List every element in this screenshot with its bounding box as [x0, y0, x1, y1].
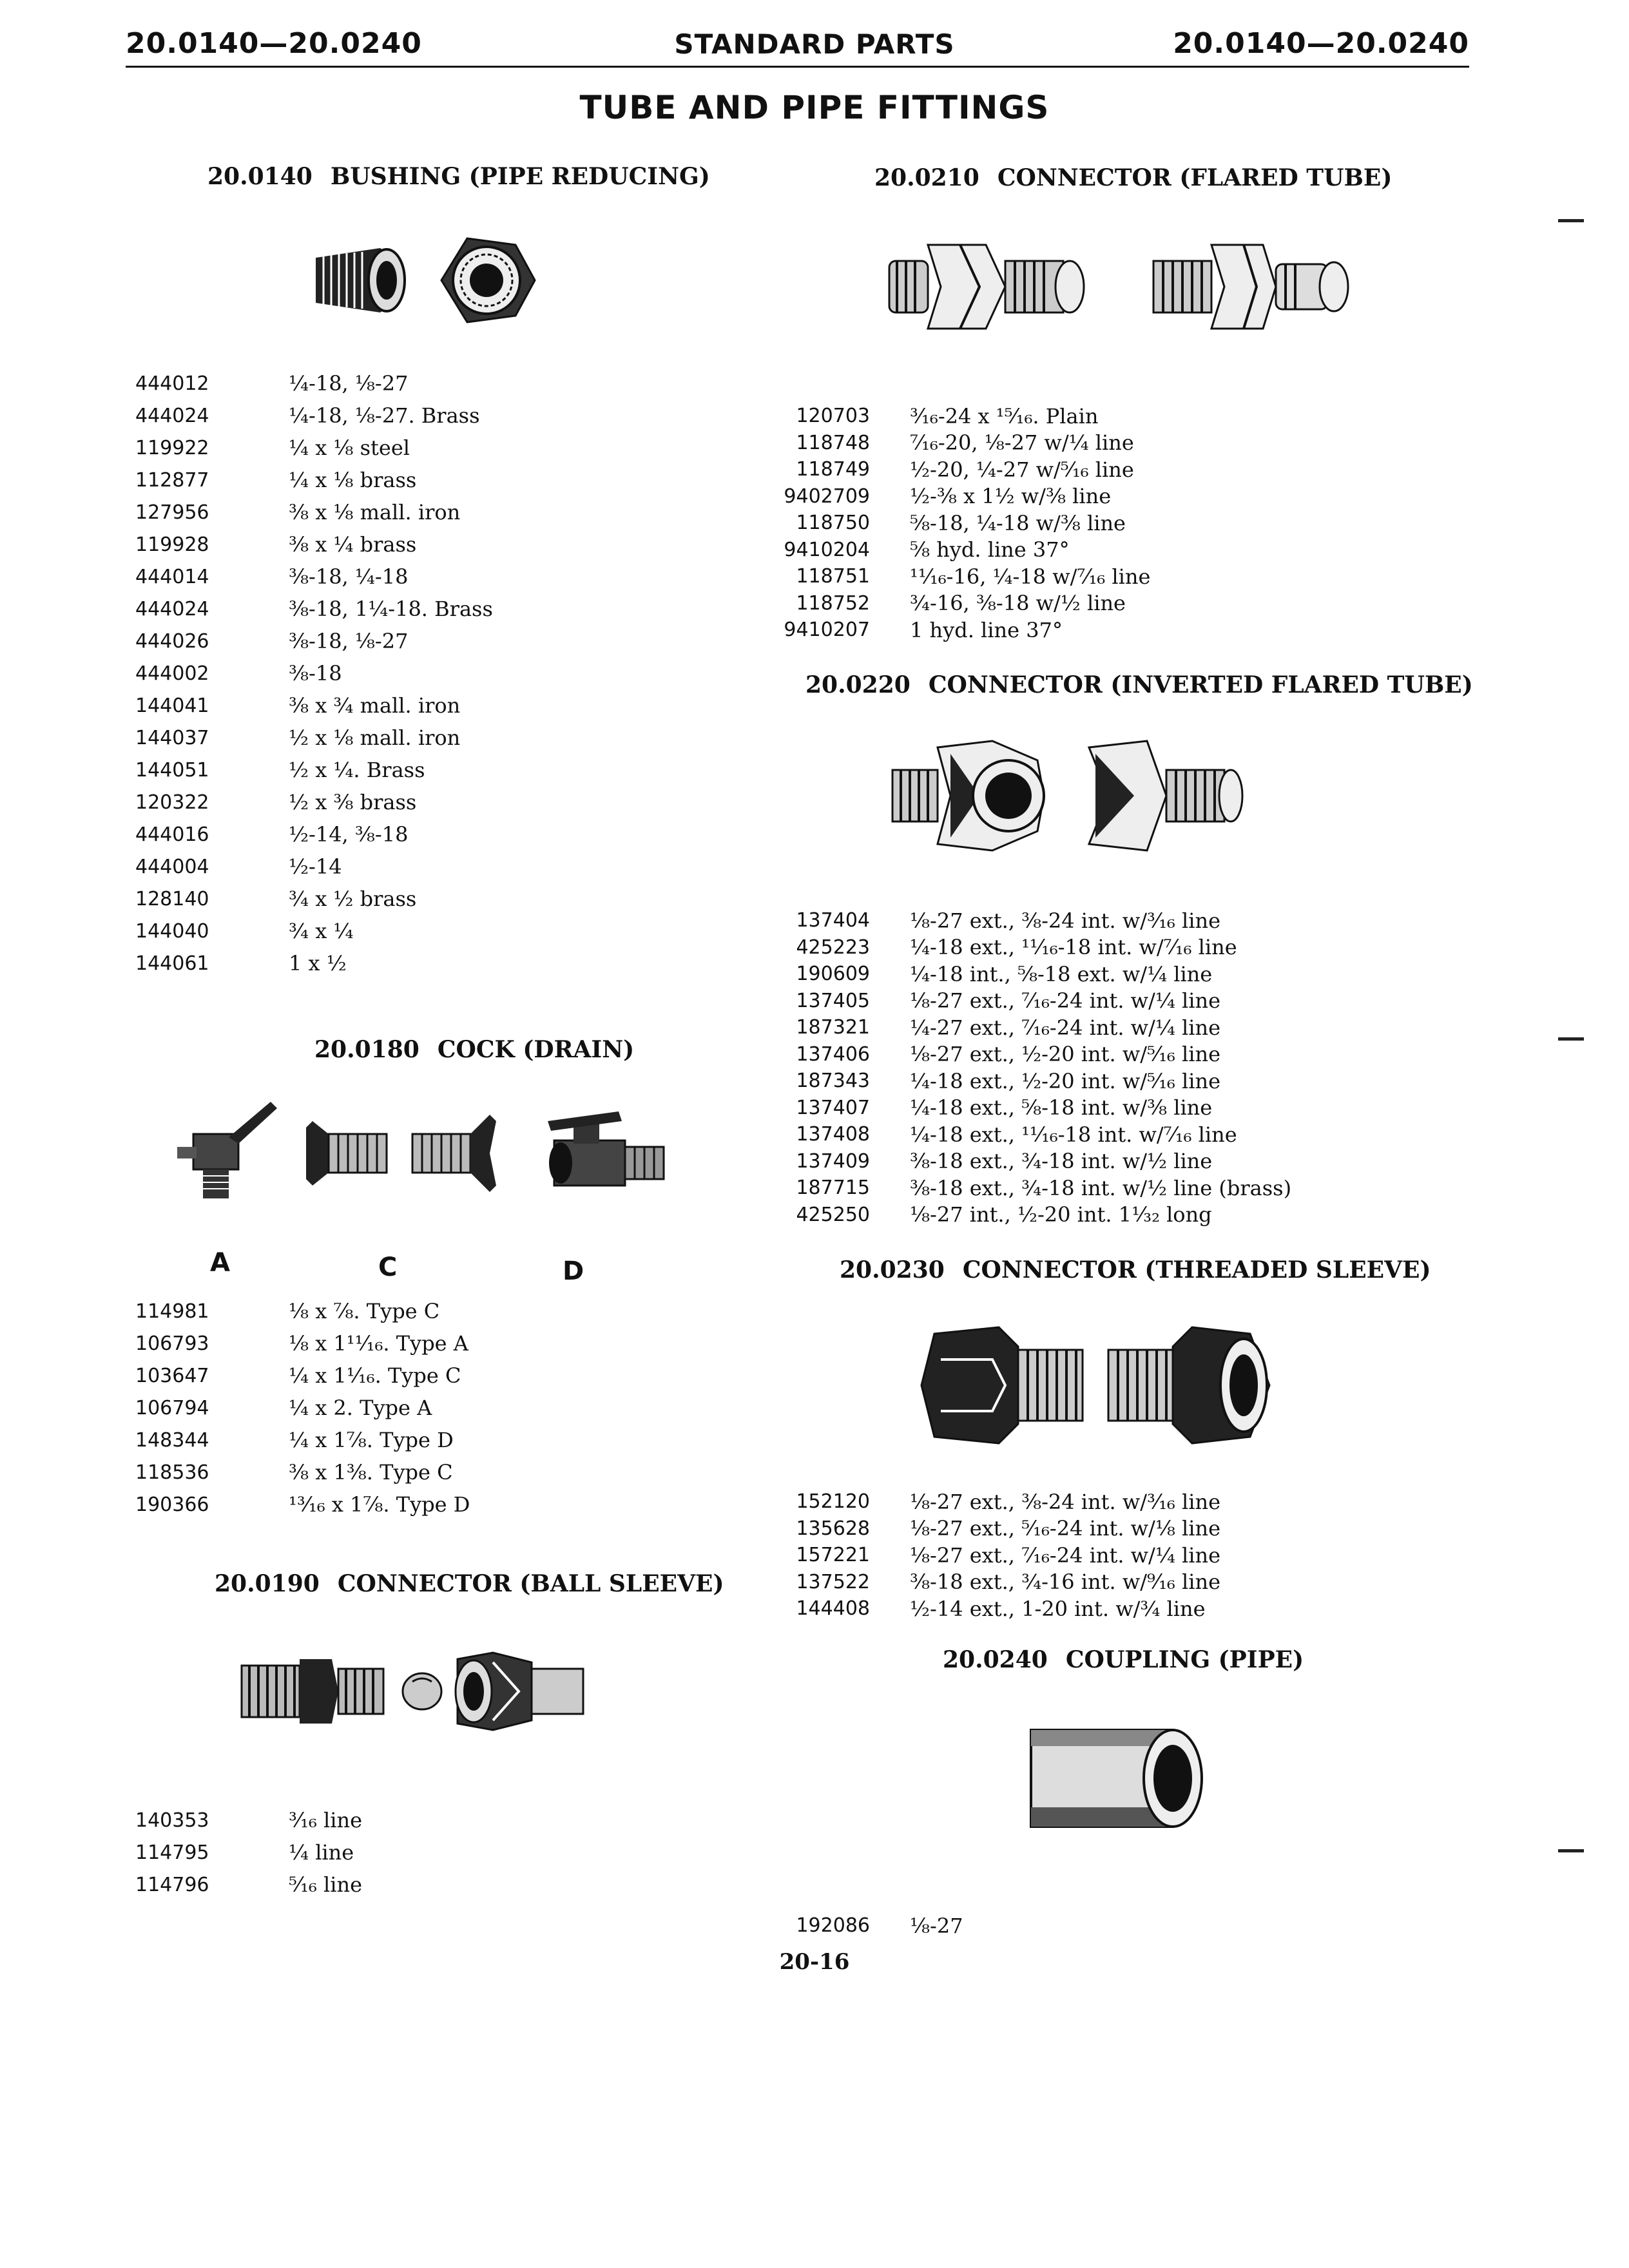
section-title-bushing — [207, 163, 710, 190]
part-number: 137407 — [796, 1096, 870, 1119]
part-description: ½-14 — [289, 854, 342, 879]
section-number: 20.0240 — [943, 1646, 1048, 1673]
part-number: 144041 — [135, 694, 209, 717]
part-number: 137409 — [796, 1149, 870, 1173]
part-description: ¾ x ¼ — [289, 919, 354, 943]
part-description: ⅜-18, 1¼-18. Brass — [289, 597, 493, 621]
part-description: ½ x ⅜ brass — [289, 790, 417, 814]
part-number: 144040 — [135, 919, 209, 943]
part-number: 114981 — [135, 1300, 209, 1323]
part-number: 444012 — [135, 372, 209, 395]
part-description: ⅜ x ¾ mall. iron — [289, 693, 461, 718]
part-description: ¼-18 int., ⅝-18 ext. w/¼ line — [910, 961, 1213, 986]
part-description: ¾-16, ⅜-18 w/½ line — [910, 591, 1126, 616]
section-name: BUSHING (PIPE REDUCING) — [330, 163, 710, 190]
part-description: ⅜-18 ext., ¾-16 int. w/⁹⁄₁₆ line — [910, 1570, 1221, 1595]
part-number: 114795 — [135, 1841, 209, 1864]
part-number: 118750 — [796, 512, 870, 535]
part-number: 137522 — [796, 1570, 870, 1593]
part-description: ⅜ x ¼ brass — [289, 532, 417, 557]
ball-sleeve-parts-list — [135, 1804, 362, 1901]
part-description: ¼ x 2. Type A — [289, 1396, 432, 1420]
part-number: 120703 — [796, 405, 870, 428]
table-row — [135, 528, 493, 561]
table-row — [773, 1595, 1220, 1622]
part-description: ⅜-18, ¼-18 — [289, 564, 409, 589]
section-title-flared — [874, 164, 1392, 191]
section-title-inverted — [805, 671, 1473, 698]
table-row — [773, 1041, 1291, 1068]
part-number: 118752 — [796, 591, 870, 615]
part-description: ¼-18, ⅛-27. Brass — [289, 403, 480, 428]
part-number: 106793 — [135, 1332, 209, 1355]
table-row — [773, 617, 1150, 644]
table-row — [773, 510, 1150, 537]
table-row — [773, 1148, 1291, 1175]
part-number: 114796 — [135, 1873, 209, 1896]
part-number: 157221 — [796, 1544, 870, 1567]
part-description: ¼-27 ext., ⁷⁄₁₆-24 int. w/¼ line — [910, 1015, 1221, 1040]
table-row — [135, 1424, 470, 1456]
margin-mark — [1558, 1849, 1584, 1852]
header-range-left: 20.0140—20.0240 — [126, 27, 422, 60]
table-row — [773, 456, 1150, 483]
part-number: 118748 — [796, 431, 870, 454]
part-description: ⅛-27 ext., ⅜-24 int. w/³⁄₁₆ line — [910, 1489, 1221, 1514]
table-row — [773, 430, 1150, 457]
table-row — [773, 961, 1291, 988]
part-description: ⅝ hyd. line 37° — [910, 537, 1070, 562]
part-description: ⅝-18, ¼-18 w/⅜ line — [910, 510, 1126, 535]
part-description: ¼-18 ext., ¹¹⁄₁₆-18 int. w/⁷⁄₁₆ line — [910, 1122, 1237, 1147]
margin-mark — [1558, 1037, 1584, 1041]
section-title-ball-sleeve — [215, 1570, 724, 1597]
page-number: 20-16 — [779, 1949, 850, 1975]
part-description: ⁵⁄₁₆ line — [289, 1872, 363, 1897]
part-description: ⅛-27 ext., ⁷⁄₁₆-24 int. w/¼ line — [910, 988, 1221, 1014]
part-description: ½-14 ext., 1-20 int. w/¾ line — [910, 1596, 1206, 1621]
part-number: 118536 — [135, 1461, 209, 1484]
table-row — [773, 1095, 1291, 1122]
table-row — [135, 367, 493, 399]
table-row — [773, 483, 1150, 510]
part-number: 120322 — [135, 791, 209, 814]
part-number: 144061 — [135, 952, 209, 975]
part-number: 119928 — [135, 533, 209, 556]
part-number: 152120 — [796, 1490, 870, 1514]
part-number: 112877 — [135, 468, 209, 492]
cock-parts-list — [135, 1295, 470, 1521]
part-number: 128140 — [135, 887, 209, 910]
table-row — [773, 1121, 1291, 1148]
table-row — [135, 561, 493, 593]
drain-cock-illustration — [174, 1095, 689, 1211]
part-number: 144037 — [135, 726, 209, 749]
part-description: ¼-18, ⅛-27 — [289, 371, 409, 396]
section-number: 20.0190 — [215, 1570, 320, 1597]
table-row — [135, 786, 493, 818]
header-rule — [126, 66, 1469, 68]
part-description: ⅜-18, ⅛-27 — [289, 629, 409, 653]
flared-tube-illustration — [883, 232, 1373, 341]
part-number: 119922 — [135, 436, 209, 459]
part-description: ³⁄₁₆-24 x ¹⁵⁄₁₆. Plain — [910, 403, 1099, 428]
part-number: 190609 — [796, 963, 870, 986]
section-number: 20.0210 — [874, 164, 979, 191]
table-row — [773, 1068, 1291, 1095]
table-row — [135, 1295, 470, 1327]
part-description: ½ x ⅛ mall. iron — [289, 726, 461, 750]
table-row — [773, 988, 1291, 1015]
part-number: 137404 — [796, 909, 870, 932]
part-number: 9410204 — [784, 538, 870, 561]
section-number: 20.0180 — [314, 1036, 419, 1063]
part-number: 9410207 — [784, 619, 870, 642]
table-row — [135, 883, 493, 915]
table-row — [135, 1836, 362, 1869]
part-number: 148344 — [135, 1428, 209, 1452]
table-row — [135, 722, 493, 754]
table-row — [135, 399, 493, 432]
part-description: ¼ x ⅛ brass — [289, 468, 417, 492]
flared-parts-list — [773, 403, 1150, 644]
table-row — [135, 947, 493, 979]
table-row — [135, 625, 493, 657]
part-number: 140353 — [135, 1809, 209, 1832]
section-title-cock — [314, 1036, 634, 1063]
inverted-flared-illustration — [889, 735, 1250, 857]
part-number: 187343 — [796, 1070, 870, 1093]
part-number: 425250 — [796, 1203, 870, 1226]
part-number: 137408 — [796, 1123, 870, 1146]
table-row — [135, 915, 493, 947]
table-row — [773, 1014, 1291, 1041]
section-number: 20.0140 — [207, 163, 313, 190]
table-row — [773, 934, 1291, 961]
part-number: 444026 — [135, 629, 209, 653]
section-name: CONNECTOR (THREADED SLEEVE) — [962, 1256, 1431, 1283]
table-row — [773, 403, 1150, 430]
section-number: 20.0220 — [805, 671, 911, 698]
part-description: 1 hyd. line 37° — [910, 617, 1063, 642]
part-description: ¼ x 1⅞. Type D — [289, 1428, 454, 1452]
part-description: ¹³⁄₁₆ x 1⅞. Type D — [289, 1492, 470, 1517]
type-label-d: D — [563, 1256, 584, 1286]
part-number: 9402709 — [784, 485, 870, 508]
part-number: 444016 — [135, 823, 209, 846]
part-number: 444024 — [135, 597, 209, 620]
inverted-parts-list — [773, 907, 1291, 1228]
part-description: ¾ x ½ brass — [289, 887, 417, 911]
part-number: 106794 — [135, 1396, 209, 1419]
threaded-sleeve-illustration — [915, 1321, 1282, 1450]
part-number: 425223 — [796, 936, 870, 959]
part-description: ⅛-27 int., ½-20 int. 1¹⁄₃₂ long — [910, 1202, 1212, 1227]
part-description: ⅛ x ⅞. Type C — [289, 1299, 440, 1323]
part-number: 444002 — [135, 662, 209, 685]
bushing-illustration — [303, 232, 548, 329]
table-row — [773, 1175, 1291, 1202]
part-number: 135628 — [796, 1517, 870, 1540]
part-description: ⅛-27 — [910, 1913, 963, 1938]
table-row — [135, 850, 493, 883]
part-description: ⅜ x ⅛ mall. iron — [289, 500, 461, 524]
part-description: ³⁄₁₆ line — [289, 1808, 363, 1832]
coupling-parts-list — [773, 1912, 963, 1939]
part-description: 1 x ½ — [289, 951, 347, 975]
table-row — [773, 907, 1291, 934]
part-description: ⅛-27 ext., ½-20 int. w/⁵⁄₁₆ line — [910, 1042, 1221, 1067]
page-title: TUBE AND PIPE FITTINGS — [579, 89, 1050, 126]
part-number: 144408 — [796, 1597, 870, 1620]
coupling-illustration — [1025, 1720, 1211, 1836]
section-title-coupling — [943, 1646, 1304, 1673]
section-name: COCK (DRAIN) — [437, 1036, 635, 1063]
part-number: 192086 — [796, 1914, 870, 1937]
table-row — [135, 1869, 362, 1901]
part-number: 137405 — [796, 989, 870, 1012]
table-row — [135, 1456, 470, 1488]
part-number: 444024 — [135, 404, 209, 427]
part-number: 187715 — [796, 1177, 870, 1200]
section-number: 20.0230 — [840, 1256, 945, 1283]
table-row — [135, 1327, 470, 1360]
part-description: ½ x ¼. Brass — [289, 758, 425, 782]
bushing-parts-list — [135, 367, 493, 979]
part-description: ⅛-27 ext., ⁷⁄₁₆-24 int. w/¼ line — [910, 1542, 1221, 1568]
section-name: CONNECTOR (FLARED TUBE) — [997, 164, 1393, 191]
part-description: ¹¹⁄₁₆-16, ¼-18 w/⁷⁄₁₆ line — [910, 564, 1151, 589]
table-row — [773, 1202, 1291, 1229]
part-description: ¼-18 ext., ¹¹⁄₁₆-18 int. w/⁷⁄₁₆ line — [910, 935, 1237, 960]
table-row — [135, 818, 493, 850]
table-row — [773, 1515, 1220, 1542]
part-description: ½-20, ¼-27 w/⁵⁄₁₆ line — [910, 457, 1134, 482]
table-row — [773, 1542, 1220, 1569]
part-description: ⅜-18 ext., ¾-18 int. w/½ line — [910, 1149, 1213, 1174]
part-description: ⁷⁄₁₆-20, ⅛-27 w/¼ line — [910, 430, 1134, 456]
type-label-c: C — [378, 1253, 398, 1282]
table-row — [135, 1488, 470, 1521]
part-description: ½-14, ⅜-18 — [289, 822, 409, 847]
table-row — [135, 496, 493, 528]
section-title-threaded — [840, 1256, 1431, 1283]
part-description: ¼ x ⅛ steel — [289, 436, 410, 460]
part-description: ¼ x 1¹⁄₁₆. Type C — [289, 1363, 461, 1388]
table-row — [135, 593, 493, 625]
part-description: ⅜-18 ext., ¾-18 int. w/½ line (brass) — [910, 1175, 1292, 1200]
table-row — [135, 754, 493, 786]
table-row — [135, 657, 493, 689]
table-row — [773, 590, 1150, 617]
part-number: 103647 — [135, 1364, 209, 1387]
part-description: ¼-18 ext., ½-20 int. w/⁵⁄₁₆ line — [910, 1068, 1221, 1093]
table-row — [773, 537, 1150, 564]
section-name: CONNECTOR (BALL SLEEVE) — [337, 1570, 724, 1597]
table-row — [135, 1804, 362, 1836]
part-number: 187321 — [796, 1016, 870, 1039]
margin-mark — [1558, 219, 1584, 222]
part-description: ¼ line — [289, 1840, 354, 1865]
table-row — [773, 1569, 1220, 1596]
section-name: COUPLING (PIPE) — [1065, 1646, 1304, 1673]
type-label-a: A — [210, 1248, 230, 1278]
part-number: 444004 — [135, 855, 209, 878]
header-title: STANDARD PARTS — [674, 28, 955, 60]
table-row — [135, 432, 493, 464]
part-number: 127956 — [135, 501, 209, 524]
part-number: 444014 — [135, 565, 209, 588]
part-number: 118751 — [796, 565, 870, 588]
threaded-parts-list — [773, 1488, 1220, 1622]
part-description: ⅛ x 1¹¹⁄₁₆. Type A — [289, 1331, 468, 1356]
table-row — [135, 1360, 470, 1392]
part-number: 118749 — [796, 458, 870, 481]
table-row — [773, 1912, 963, 1939]
part-description: ⅜-18 — [289, 661, 342, 686]
part-number: 190366 — [135, 1493, 209, 1516]
part-number: 144051 — [135, 758, 209, 782]
section-name: CONNECTOR (INVERTED FLARED TUBE) — [928, 671, 1473, 698]
table-row — [773, 563, 1150, 590]
header-range-right: 20.0140—20.0240 — [1173, 27, 1469, 60]
table-row — [135, 689, 493, 722]
table-row — [135, 464, 493, 496]
part-description: ⅛-27 ext., ⁵⁄₁₆-24 int. w/⅛ line — [910, 1516, 1221, 1541]
part-description: ⅛-27 ext., ⅜-24 int. w/³⁄₁₆ line — [910, 908, 1221, 933]
table-row — [773, 1488, 1220, 1515]
part-description: ½-⅜ x 1½ w/⅜ line — [910, 484, 1112, 509]
part-description: ⅜ x 1⅜. Type C — [289, 1460, 453, 1485]
ball-sleeve-illustration — [235, 1649, 609, 1733]
part-description: ¼-18 ext., ⅝-18 int. w/⅜ line — [910, 1095, 1213, 1120]
part-number: 137406 — [796, 1043, 870, 1066]
table-row — [135, 1392, 470, 1424]
